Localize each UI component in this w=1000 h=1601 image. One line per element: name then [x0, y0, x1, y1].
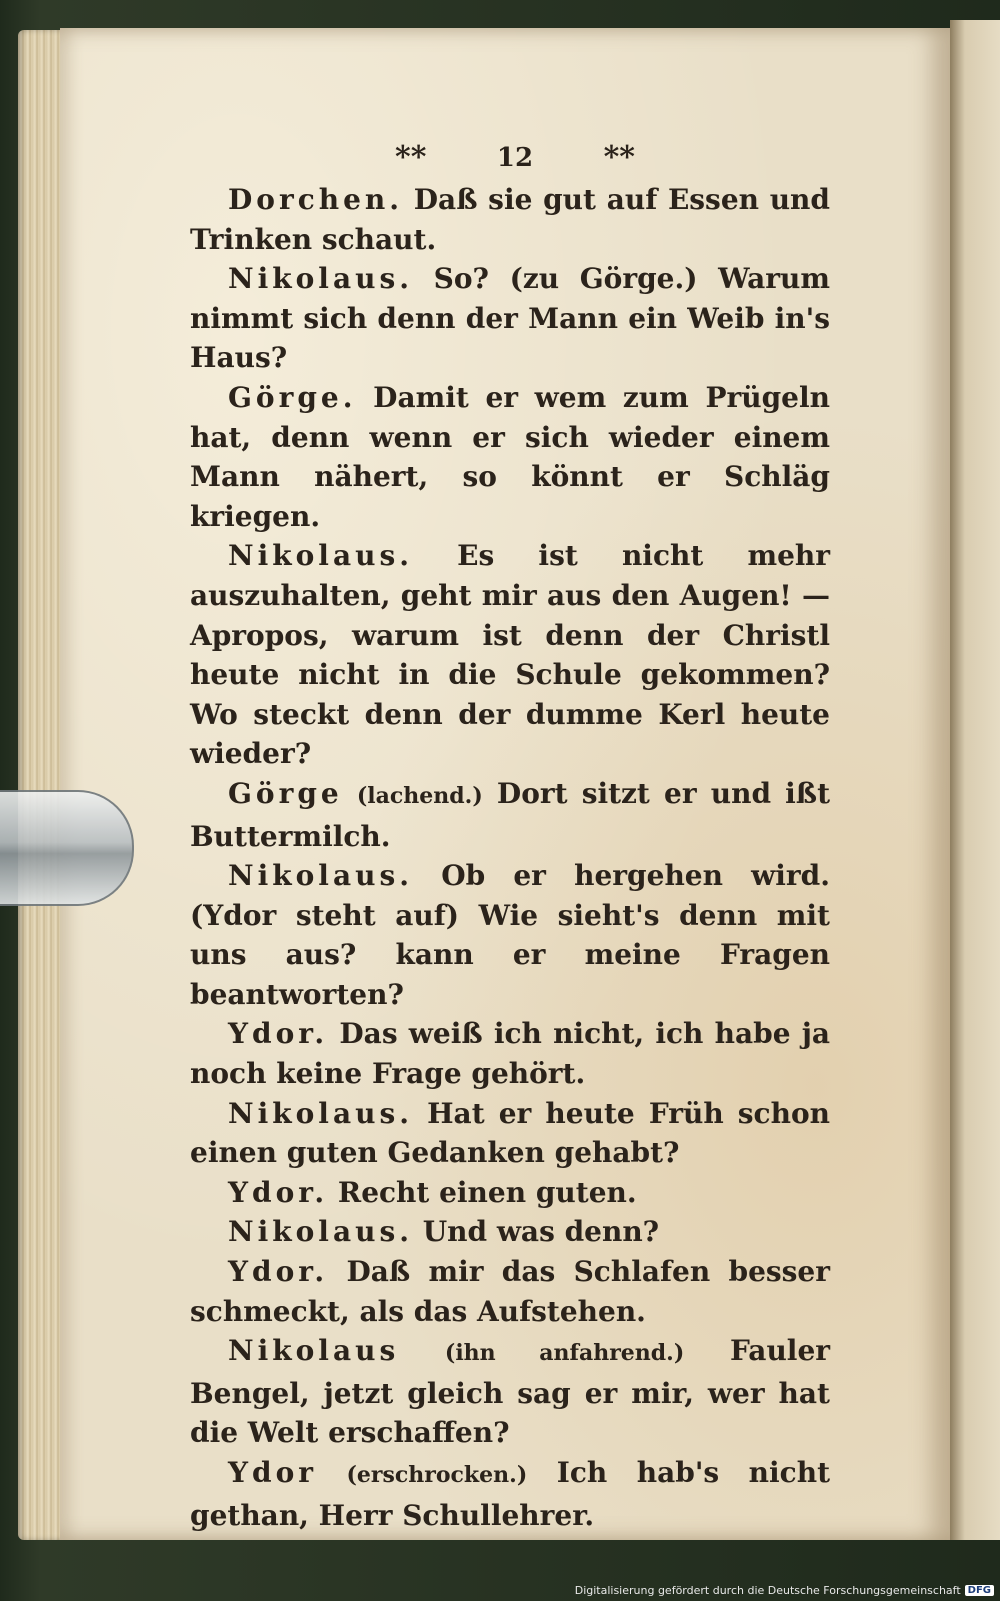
speech: Daß sie gut auf Essen und Trinken schaut. [190, 183, 830, 256]
credit-text: Digitalisierung gefördert durch die Deutsche Forschungsgemeinschaft [574, 1584, 961, 1597]
paragraph [190, 1453, 830, 1535]
speaker-name: Nikolaus. [228, 1096, 413, 1130]
paragraph [190, 1173, 830, 1213]
speech: Dort sitzt er und ißt Buttermilch. [190, 776, 831, 853]
dfg-logo: DFG [965, 1585, 994, 1596]
speech: So? (zu Görge.) Warum nimmt sich denn der Mann ein Weib in's Haus? [190, 262, 831, 375]
paragraph [190, 259, 830, 378]
speaker-name: Nikolaus [228, 1334, 400, 1368]
digitization-credit [575, 1584, 994, 1597]
paragraph [190, 1094, 830, 1173]
speaker-name: Ydor [228, 1456, 317, 1489]
speech: Daß mir das Schlafen besser schmeckt, als das Aufstehen. [190, 1255, 830, 1328]
speech: Es ist nicht mehr auszuhalten, geht mir aus den Augen! — Apropos, warum ist denn der Christl heute nicht in die Schule gekommen? Wo steckt denn der dumme Kerl heute wieder? [190, 539, 831, 771]
speech: Das weiß ich nicht, ich habe ja noch keine Frage gehört. [190, 1017, 831, 1091]
speech: Damit er wem zum Prügeln hat, denn wenn er sich wieder einem Mann nähert, so könnt er Schläg kriegen. [190, 380, 830, 533]
page-number: 12 [496, 142, 534, 173]
dialogue-text [190, 180, 830, 1535]
stage-direction: (ihn anfahrend.) [444, 1340, 685, 1367]
stage-direction: (lachend.) [356, 782, 483, 809]
speaker-name: Görge [228, 776, 343, 810]
speech: Recht einen guten. [337, 1175, 637, 1209]
speaker-name: Nikolaus. [228, 262, 413, 296]
paragraph [190, 774, 830, 856]
speaker-name: Dorchen. [228, 183, 404, 216]
speech: Hat er heute Früh schon einen guten Gedanken gehabt? [190, 1096, 830, 1170]
paragraph [190, 1331, 830, 1453]
paragraph [190, 1252, 830, 1331]
speaker-name: Nikolaus. [228, 539, 413, 573]
paragraph [190, 180, 830, 259]
ornament-right: ** [603, 140, 635, 175]
speaker-name: Ydor. [228, 1255, 329, 1289]
speaker-name: Ydor. [228, 1175, 329, 1209]
paragraph [190, 856, 830, 1014]
page-clip [0, 790, 134, 906]
speech: Ob er hergehen wird. (Ydor steht auf) Wie sieht's denn mit uns aus? kann er meine Fragen beantworten? [190, 859, 831, 1011]
facing-page-edge [950, 20, 1000, 1540]
ornament-left: ** [395, 140, 427, 175]
speech: Fauler Bengel, jetzt gleich sag er mir, wer hat die Welt erschaffen? [190, 1334, 831, 1450]
running-header [395, 140, 635, 175]
paragraph [190, 378, 830, 536]
speaker-name: Nikolaus. [228, 1215, 413, 1249]
stage-direction: (erschrocken.) [346, 1462, 528, 1488]
speaker-name: Görge. [228, 380, 357, 414]
speech: Ich hab's nicht gethan, Herr Schullehrer. [190, 1456, 830, 1532]
speech: Und was denn? [422, 1215, 660, 1249]
speaker-name: Ydor. [228, 1017, 329, 1051]
speaker-name: Nikolaus. [228, 859, 413, 893]
paragraph [190, 1014, 830, 1093]
paragraph [190, 536, 830, 774]
paragraph [190, 1212, 830, 1252]
